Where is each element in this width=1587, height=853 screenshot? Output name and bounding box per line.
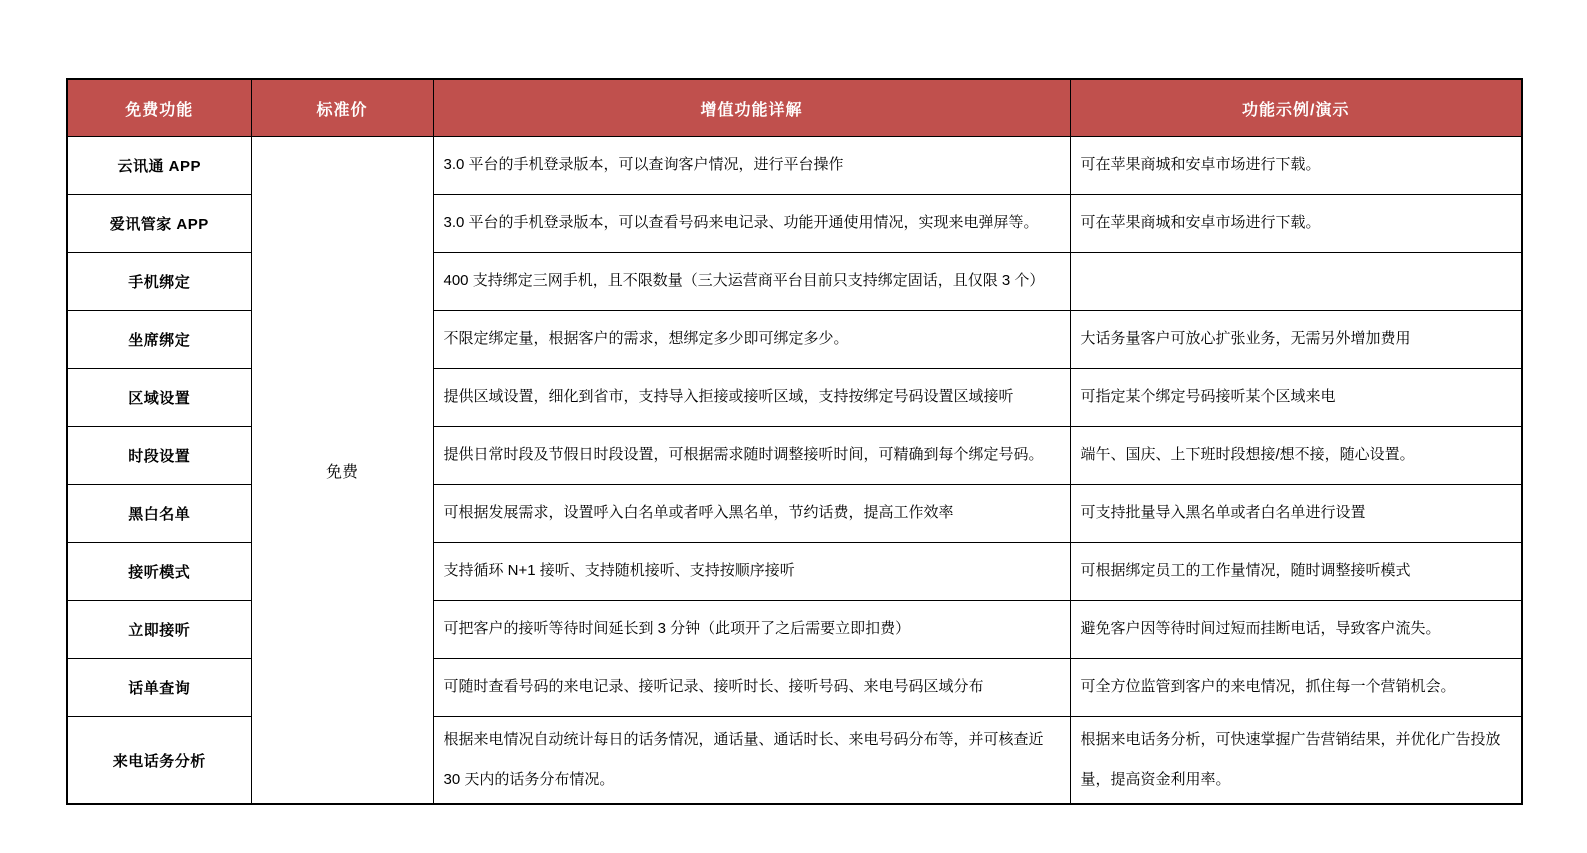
example-cell: 可支持批量导入黑名单或者白名单进行设置 bbox=[1070, 485, 1522, 543]
price-merged-cell: 免费 bbox=[251, 137, 433, 805]
feature-cell: 立即接听 bbox=[67, 601, 251, 659]
detail-cell: 支持循环 N+1 接听、支持随机接听、支持按顺序接听 bbox=[433, 543, 1070, 601]
feature-cell: 话单查询 bbox=[67, 659, 251, 717]
table-header-row bbox=[67, 79, 1522, 137]
feature-cell: 手机绑定 bbox=[67, 253, 251, 311]
feature-cell: 坐席绑定 bbox=[67, 311, 251, 369]
feature-cell: 时段设置 bbox=[67, 427, 251, 485]
feature-cell: 接听模式 bbox=[67, 543, 251, 601]
example-cell bbox=[1070, 253, 1522, 311]
feature-price-table bbox=[66, 78, 1523, 805]
detail-cell: 3.0 平台的手机登录版本，可以查询客户情况，进行平台操作 bbox=[433, 137, 1070, 195]
table-row bbox=[67, 137, 1522, 195]
header-cell-free-features: 免费功能 bbox=[67, 79, 251, 137]
header-cell-value-added-details: 增值功能详解 bbox=[433, 79, 1070, 137]
example-cell: 可全方位监管到客户的来电情况，抓住每一个营销机会。 bbox=[1070, 659, 1522, 717]
example-cell: 避免客户因等待时间过短而挂断电话，导致客户流失。 bbox=[1070, 601, 1522, 659]
example-cell: 可根据绑定员工的工作量情况，随时调整接听模式 bbox=[1070, 543, 1522, 601]
example-cell: 可在苹果商城和安卓市场进行下载。 bbox=[1070, 137, 1522, 195]
detail-cell: 可随时查看号码的来电记录、接听记录、接听时长、接听号码、来电号码区域分布 bbox=[433, 659, 1070, 717]
header-cell-standard-price: 标准价 bbox=[251, 79, 433, 137]
feature-cell: 云讯通 APP bbox=[67, 137, 251, 195]
detail-cell: 提供日常时段及节假日时段设置，可根据需求随时调整接听时间，可精确到每个绑定号码。 bbox=[433, 427, 1070, 485]
detail-cell: 3.0 平台的手机登录版本，可以查看号码来电记录、功能开通使用情况，实现来电弹屏等。 bbox=[433, 195, 1070, 253]
detail-cell: 可把客户的接听等待时间延长到 3 分钟（此项开了之后需要立即扣费） bbox=[433, 601, 1070, 659]
header-cell-feature-demo: 功能示例/演示 bbox=[1070, 79, 1522, 137]
feature-cell: 来电话务分析 bbox=[67, 717, 251, 805]
feature-cell: 黑白名单 bbox=[67, 485, 251, 543]
example-cell: 根据来电话务分析，可快速掌握广告营销结果，并优化广告投放量，提高资金利用率。 bbox=[1070, 717, 1522, 805]
detail-cell: 提供区域设置，细化到省市，支持导入拒接或接听区域，支持按绑定号码设置区域接听 bbox=[433, 369, 1070, 427]
example-cell: 大话务量客户可放心扩张业务，无需另外增加费用 bbox=[1070, 311, 1522, 369]
feature-price-table-container bbox=[66, 78, 1523, 805]
detail-cell: 不限定绑定量，根据客户的需求，想绑定多少即可绑定多少。 bbox=[433, 311, 1070, 369]
example-cell: 可指定某个绑定号码接听某个区域来电 bbox=[1070, 369, 1522, 427]
detail-cell: 400 支持绑定三网手机，且不限数量（三大运营商平台目前只支持绑定固话，且仅限 3 个） bbox=[433, 253, 1070, 311]
feature-cell: 爱讯管家 APP bbox=[67, 195, 251, 253]
feature-cell: 区域设置 bbox=[67, 369, 251, 427]
example-cell: 可在苹果商城和安卓市场进行下载。 bbox=[1070, 195, 1522, 253]
detail-cell: 可根据发展需求，设置呼入白名单或者呼入黑名单，节约话费，提高工作效率 bbox=[433, 485, 1070, 543]
detail-cell: 根据来电情况自动统计每日的话务情况，通话量、通话时长、来电号码分布等，并可核查近 30 天内的话务分布情况。 bbox=[433, 717, 1070, 805]
example-cell: 端午、国庆、上下班时段想接/想不接，随心设置。 bbox=[1070, 427, 1522, 485]
